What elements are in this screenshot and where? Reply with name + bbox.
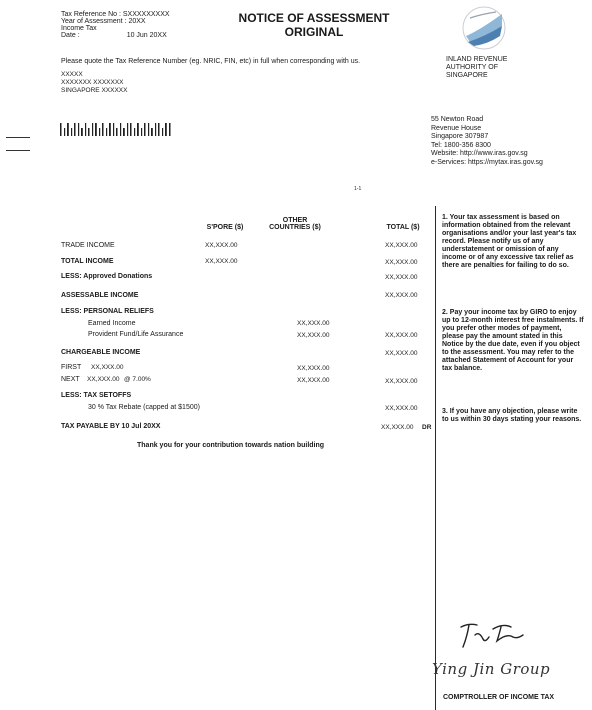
row-earned-income-label: Earned Income — [88, 320, 136, 327]
page-reference: 1-1 — [354, 186, 362, 192]
row-rebate-label: 30 % Tax Rebate (capped at $1500) — [88, 404, 200, 411]
row-first-other: XX,XXX.00 — [297, 365, 330, 372]
thanks-message: Thank you for your contribution towards nation building — [137, 442, 325, 449]
col-header-other-line2: COUNTRIES ($) — [269, 224, 321, 231]
row-trade-income-total: XX,XXX.00 — [385, 242, 418, 249]
signature-icon — [455, 617, 545, 653]
row-assessable-total: XX,XXX.00 — [385, 292, 418, 299]
row-next-spore: XX,XXX.00 — [87, 376, 120, 383]
note-2: 2. Pay your income tax by GIRO to enjoy up to 12-month interest free instalments. If you prefer other modes of payment, please pay the amount stated in this Notice by the due date, even if you object to the assessment. You may refer to the attached Statement of Account for your tax balance. — [442, 309, 584, 372]
assessment-meta — [61, 11, 170, 39]
row-total-income-total: XX,XXX.00 — [385, 259, 418, 266]
row-donations-total: XX,XXX.00 — [385, 274, 418, 281]
row-cpf-label: Provident Fund/Life Assurance — [88, 331, 184, 338]
row-trade-income-label: TRADE INCOME — [61, 242, 115, 249]
comptroller-title: COMPTROLLER OF INCOME TAX — [443, 694, 555, 701]
row-payable-total: XX,XXX.00 — [381, 424, 414, 431]
authority-name: INLAND REVENUE AUTHORITY OF SINGAPORE — [446, 56, 508, 79]
row-payable-suffix: DR — [422, 424, 432, 431]
tax-type: Income Tax — [61, 25, 97, 32]
group-signature-name: Ying Jin Group — [432, 660, 551, 678]
row-cpf-other: XX,XXX.00 — [297, 332, 330, 339]
quote-reference-note: Please quote the Tax Reference Number (eg. NRIC, FIN, etc) in full when corresponding with us. — [61, 58, 361, 65]
notice-title: NOTICE OF ASSESSMENT — [238, 11, 390, 25]
note-3: 3. If you have any objection, please write to us within 30 days stating your reasons. — [442, 408, 582, 423]
row-assessable-label: ASSESSABLE INCOME — [61, 292, 139, 299]
row-first-spore: XX,XXX.00 — [91, 364, 124, 371]
recipient-address: XXXXX XXXXXXX XXXXXXX SINGAPORE XXXXXX — [61, 71, 128, 94]
barcode-icon — [60, 120, 174, 136]
col-header-other-line1: OTHER — [282, 217, 308, 224]
row-total-income-spore: XX,XXX.00 — [205, 258, 238, 265]
column-divider — [435, 206, 436, 710]
fold-mark-bottom — [6, 150, 30, 151]
row-payable-label: TAX PAYABLE BY 10 Jul 20XX — [61, 423, 161, 430]
row-earned-income-other: XX,XXX.00 — [297, 320, 330, 327]
row-first-label: FIRST — [61, 364, 82, 371]
fold-mark-top — [6, 137, 30, 138]
row-chargeable-label: CHARGEABLE INCOME — [61, 349, 141, 356]
row-next-total: XX,XXX.00 — [385, 378, 418, 385]
row-reliefs-label: LESS: PERSONAL RELIEFS — [61, 308, 154, 315]
notice-date: Date : 10 Jun 20XX — [61, 32, 167, 39]
row-chargeable-total: XX,XXX.00 — [385, 350, 418, 357]
row-total-income-label: TOTAL INCOME — [61, 258, 114, 265]
iras-logo-icon — [462, 6, 506, 50]
row-trade-income-spore: XX,XXX.00 — [205, 242, 238, 249]
row-next-label: NEXT — [61, 376, 80, 383]
row-next-rate: @ 7.00% — [124, 376, 151, 383]
tax-reference: Tax Reference No : SXXXXXXXXX — [61, 11, 170, 18]
notice-subtitle: ORIGINAL — [284, 25, 344, 39]
iras-contact-block: 55 Newton Road Revenue House Singapore 307987 Tel: 1800-356 8300 Website: http://www.iras.gov.sg e-Services: https://mytax.iras.gov.sg — [431, 116, 543, 166]
note-1: 1. Your tax assessment is based on information obtained from the relevant organisations and/or your last year's tax record. Please notify us of any understatement or omission of any income or of any excessive tax relief as there are penalties for failing to do so. — [442, 214, 577, 269]
row-cpf-total: XX,XXX.00 — [385, 332, 418, 339]
col-header-total: TOTAL ($) — [386, 224, 420, 231]
year-of-assessment: Year of Assessment : 20XX — [61, 18, 146, 25]
row-donations-label: LESS: Approved Donations — [61, 273, 153, 280]
row-next-other: XX,XXX.00 — [297, 377, 330, 384]
col-header-spore: S'PORE ($) — [206, 224, 244, 231]
row-rebate-total: XX,XXX.00 — [385, 405, 418, 412]
row-setoffs-label: LESS: TAX SETOFFS — [61, 392, 132, 399]
